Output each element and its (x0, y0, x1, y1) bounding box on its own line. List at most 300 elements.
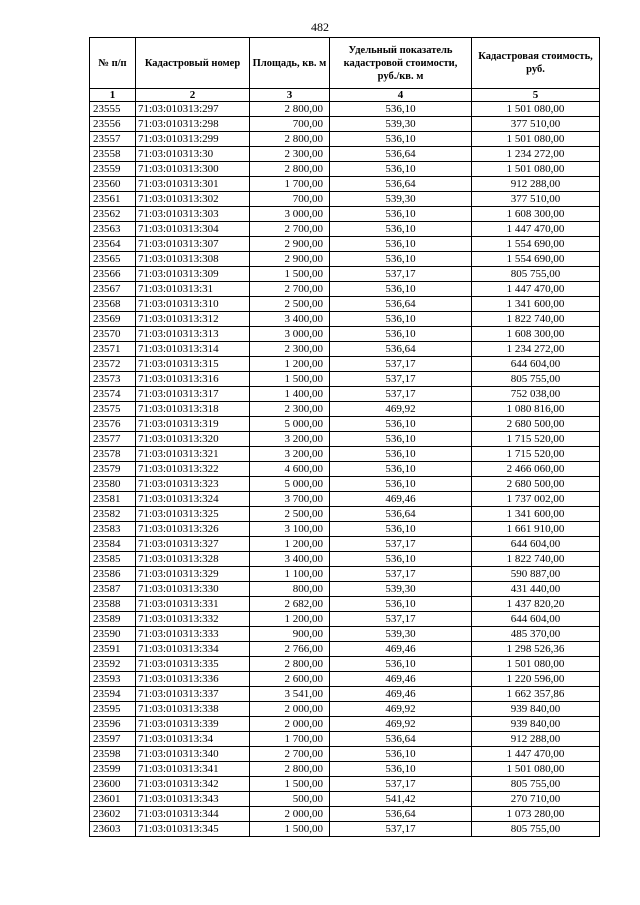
cadastral-value: 752 038,00 (472, 387, 600, 402)
table-row (90, 552, 600, 567)
cadastral-number: 71:03:010313:344 (136, 807, 250, 822)
cadastral-number: 71:03:010313:328 (136, 552, 250, 567)
table-row (90, 567, 600, 582)
unit-value: 536,64 (330, 507, 472, 522)
cadastral-number: 71:03:010313:313 (136, 327, 250, 342)
cadastral-number: 71:03:010313:334 (136, 642, 250, 657)
area: 2 682,00 (250, 597, 330, 612)
cadastral-value: 805 755,00 (472, 267, 600, 282)
unit-value: 536,10 (330, 747, 472, 762)
area: 1 200,00 (250, 537, 330, 552)
cadastral-value: 2 466 060,00 (472, 462, 600, 477)
cadastral-table (89, 37, 600, 837)
table-row (90, 312, 600, 327)
cadastral-value: 1 661 910,00 (472, 522, 600, 537)
area: 1 400,00 (250, 387, 330, 402)
cadastral-value: 1 341 600,00 (472, 297, 600, 312)
unit-value: 469,46 (330, 492, 472, 507)
area: 2 300,00 (250, 402, 330, 417)
unit-value: 536,10 (330, 522, 472, 537)
area: 2 300,00 (250, 147, 330, 162)
row-index: 23598 (90, 747, 136, 762)
area: 800,00 (250, 582, 330, 597)
area: 1 700,00 (250, 732, 330, 747)
cadastral-number: 71:03:010313:298 (136, 117, 250, 132)
column-number: 4 (330, 89, 472, 102)
unit-value: 536,64 (330, 297, 472, 312)
table-row (90, 177, 600, 192)
table-row (90, 792, 600, 807)
unit-value: 536,10 (330, 477, 472, 492)
area: 2 800,00 (250, 657, 330, 672)
cadastral-value: 644 604,00 (472, 612, 600, 627)
cadastral-number: 71:03:010313:321 (136, 447, 250, 462)
table-row (90, 777, 600, 792)
unit-value: 469,92 (330, 717, 472, 732)
row-index: 23593 (90, 672, 136, 687)
unit-value: 536,10 (330, 327, 472, 342)
header-row (90, 38, 600, 89)
cadastral-value: 377 510,00 (472, 192, 600, 207)
unit-value: 539,30 (330, 582, 472, 597)
cadastral-number: 71:03:010313:325 (136, 507, 250, 522)
area: 3 700,00 (250, 492, 330, 507)
cadastral-value: 2 680 500,00 (472, 417, 600, 432)
table-row (90, 372, 600, 387)
unit-value: 536,10 (330, 252, 472, 267)
row-index: 23574 (90, 387, 136, 402)
area: 2 900,00 (250, 252, 330, 267)
cadastral-number: 71:03:010313:336 (136, 672, 250, 687)
unit-value: 537,17 (330, 612, 472, 627)
unit-value: 469,46 (330, 672, 472, 687)
table-row (90, 417, 600, 432)
row-index: 23584 (90, 537, 136, 552)
cadastral-number: 71:03:010313:343 (136, 792, 250, 807)
row-index: 23592 (90, 657, 136, 672)
cadastral-value: 1 447 470,00 (472, 282, 600, 297)
row-index: 23587 (90, 582, 136, 597)
table-row (90, 687, 600, 702)
row-index: 23572 (90, 357, 136, 372)
row-index: 23563 (90, 222, 136, 237)
area: 2 800,00 (250, 102, 330, 117)
unit-value: 536,64 (330, 342, 472, 357)
table-row (90, 507, 600, 522)
cadastral-number: 71:03:010313:339 (136, 717, 250, 732)
cadastral-value: 2 680 500,00 (472, 477, 600, 492)
cadastral-number: 71:03:010313:308 (136, 252, 250, 267)
cadastral-value: 1 234 272,00 (472, 147, 600, 162)
cadastral-number: 71:03:010313:300 (136, 162, 250, 177)
cadastral-number: 71:03:010313:327 (136, 537, 250, 552)
area: 1 100,00 (250, 567, 330, 582)
cadastral-value: 1 715 520,00 (472, 447, 600, 462)
area: 700,00 (250, 117, 330, 132)
table-row (90, 702, 600, 717)
row-index: 23599 (90, 762, 136, 777)
column-number-row (90, 89, 600, 102)
table-row (90, 222, 600, 237)
table-row (90, 162, 600, 177)
column-number: 1 (90, 89, 136, 102)
unit-value: 536,10 (330, 447, 472, 462)
table-row (90, 732, 600, 747)
cadastral-number: 71:03:010313:319 (136, 417, 250, 432)
cadastral-value: 1 447 470,00 (472, 747, 600, 762)
row-index: 23590 (90, 627, 136, 642)
table-row (90, 192, 600, 207)
cadastral-value: 1 501 080,00 (472, 102, 600, 117)
table-row (90, 147, 600, 162)
cadastral-number: 71:03:010313:324 (136, 492, 250, 507)
cadastral-number: 71:03:010313:322 (136, 462, 250, 477)
table-row (90, 822, 600, 837)
unit-value: 536,10 (330, 462, 472, 477)
row-index: 23557 (90, 132, 136, 147)
cadastral-number: 71:03:010313:326 (136, 522, 250, 537)
unit-value: 537,17 (330, 357, 472, 372)
row-index: 23583 (90, 522, 136, 537)
table-row (90, 237, 600, 252)
column-number: 2 (136, 89, 250, 102)
row-index: 23589 (90, 612, 136, 627)
cadastral-number: 71:03:010313:303 (136, 207, 250, 222)
cadastral-value: 1 437 820,20 (472, 597, 600, 612)
cadastral-number: 71:03:010313:329 (136, 567, 250, 582)
row-index: 23561 (90, 192, 136, 207)
row-index: 23580 (90, 477, 136, 492)
cadastral-number: 71:03:010313:301 (136, 177, 250, 192)
area: 2 766,00 (250, 642, 330, 657)
cadastral-number: 71:03:010313:345 (136, 822, 250, 837)
area: 3 200,00 (250, 432, 330, 447)
cadastral-value: 1 715 520,00 (472, 432, 600, 447)
cadastral-value: 485 370,00 (472, 627, 600, 642)
table-row (90, 447, 600, 462)
cadastral-number: 71:03:010313:330 (136, 582, 250, 597)
cadastral-value: 1 608 300,00 (472, 327, 600, 342)
row-index: 23582 (90, 507, 136, 522)
row-index: 23560 (90, 177, 136, 192)
cadastral-number: 71:03:010313:337 (136, 687, 250, 702)
cadastral-value: 644 604,00 (472, 357, 600, 372)
area: 2 000,00 (250, 807, 330, 822)
row-index: 23602 (90, 807, 136, 822)
area: 5 000,00 (250, 417, 330, 432)
row-index: 23569 (90, 312, 136, 327)
cadastral-number: 71:03:010313:341 (136, 762, 250, 777)
row-index: 23559 (90, 162, 136, 177)
table-row (90, 522, 600, 537)
area: 500,00 (250, 792, 330, 807)
table-row (90, 207, 600, 222)
area: 4 600,00 (250, 462, 330, 477)
cadastral-number: 71:03:010313:297 (136, 102, 250, 117)
area: 900,00 (250, 627, 330, 642)
cadastral-number: 71:03:010313:320 (136, 432, 250, 447)
header-cadastral-number: Кадастровый номер (136, 38, 250, 89)
table-row (90, 492, 600, 507)
table-row (90, 342, 600, 357)
table-row (90, 627, 600, 642)
row-index: 23585 (90, 552, 136, 567)
row-index: 23575 (90, 402, 136, 417)
unit-value: 536,10 (330, 432, 472, 447)
table-row (90, 582, 600, 597)
unit-value: 536,10 (330, 282, 472, 297)
cadastral-value: 1 220 596,00 (472, 672, 600, 687)
cadastral-number: 71:03:010313:315 (136, 357, 250, 372)
header-index: № п/п (90, 38, 136, 89)
area: 3 200,00 (250, 447, 330, 462)
unit-value: 536,64 (330, 177, 472, 192)
row-index: 23558 (90, 147, 136, 162)
unit-value: 537,17 (330, 822, 472, 837)
row-index: 23562 (90, 207, 136, 222)
unit-value: 469,92 (330, 702, 472, 717)
cadastral-value: 1 234 272,00 (472, 342, 600, 357)
table-row (90, 327, 600, 342)
unit-value: 536,64 (330, 147, 472, 162)
unit-value: 469,46 (330, 687, 472, 702)
unit-value: 536,10 (330, 552, 472, 567)
cadastral-value: 1 737 002,00 (472, 492, 600, 507)
unit-value: 536,64 (330, 732, 472, 747)
cadastral-number: 71:03:010313:317 (136, 387, 250, 402)
unit-value: 536,10 (330, 207, 472, 222)
unit-value: 536,10 (330, 237, 472, 252)
area: 700,00 (250, 192, 330, 207)
row-index: 23555 (90, 102, 136, 117)
cadastral-value: 912 288,00 (472, 177, 600, 192)
cadastral-value: 431 440,00 (472, 582, 600, 597)
cadastral-number: 71:03:010313:299 (136, 132, 250, 147)
cadastral-number: 71:03:010313:342 (136, 777, 250, 792)
table-body (90, 102, 600, 837)
area: 1 700,00 (250, 177, 330, 192)
cadastral-value: 805 755,00 (472, 372, 600, 387)
row-index: 23578 (90, 447, 136, 462)
cadastral-number: 71:03:010313:335 (136, 657, 250, 672)
unit-value: 537,17 (330, 372, 472, 387)
table-row (90, 117, 600, 132)
unit-value: 537,17 (330, 537, 472, 552)
row-index: 23570 (90, 327, 136, 342)
cadastral-number: 71:03:010313:30 (136, 147, 250, 162)
row-index: 23596 (90, 717, 136, 732)
cadastral-value: 1 080 816,00 (472, 402, 600, 417)
cadastral-value: 1 822 740,00 (472, 312, 600, 327)
cadastral-value: 270 710,00 (472, 792, 600, 807)
area: 2 500,00 (250, 507, 330, 522)
cadastral-number: 71:03:010313:309 (136, 267, 250, 282)
row-index: 23577 (90, 432, 136, 447)
area: 2 000,00 (250, 702, 330, 717)
cadastral-value: 377 510,00 (472, 117, 600, 132)
row-index: 23571 (90, 342, 136, 357)
area: 3 000,00 (250, 327, 330, 342)
cadastral-value: 1 608 300,00 (472, 207, 600, 222)
row-index: 23591 (90, 642, 136, 657)
cadastral-number: 71:03:010313:314 (136, 342, 250, 357)
table-row (90, 297, 600, 312)
row-index: 23576 (90, 417, 136, 432)
row-index: 23567 (90, 282, 136, 297)
unit-value: 536,10 (330, 417, 472, 432)
area: 2 800,00 (250, 762, 330, 777)
area: 2 700,00 (250, 747, 330, 762)
row-index: 23581 (90, 492, 136, 507)
unit-value: 541,42 (330, 792, 472, 807)
area: 2 800,00 (250, 162, 330, 177)
unit-value: 536,10 (330, 162, 472, 177)
table-row (90, 282, 600, 297)
unit-value: 539,30 (330, 627, 472, 642)
unit-value: 469,46 (330, 642, 472, 657)
table-row (90, 462, 600, 477)
unit-value: 537,17 (330, 387, 472, 402)
cadastral-number: 71:03:010313:318 (136, 402, 250, 417)
table-row (90, 672, 600, 687)
cadastral-number: 71:03:010313:31 (136, 282, 250, 297)
unit-value: 536,10 (330, 312, 472, 327)
cadastral-value: 1 501 080,00 (472, 132, 600, 147)
cadastral-value: 1 554 690,00 (472, 237, 600, 252)
area: 2 700,00 (250, 222, 330, 237)
table-row (90, 357, 600, 372)
cadastral-value: 590 887,00 (472, 567, 600, 582)
table-row (90, 657, 600, 672)
table-row (90, 642, 600, 657)
unit-value: 536,10 (330, 132, 472, 147)
area: 1 200,00 (250, 357, 330, 372)
area: 2 700,00 (250, 282, 330, 297)
unit-value: 536,10 (330, 762, 472, 777)
area: 3 400,00 (250, 312, 330, 327)
row-index: 23586 (90, 567, 136, 582)
row-index: 23588 (90, 597, 136, 612)
cadastral-value: 644 604,00 (472, 537, 600, 552)
row-index: 23565 (90, 252, 136, 267)
cadastral-value: 1 447 470,00 (472, 222, 600, 237)
row-index: 23597 (90, 732, 136, 747)
unit-value: 536,10 (330, 222, 472, 237)
table-row (90, 597, 600, 612)
area: 2 800,00 (250, 132, 330, 147)
table-row (90, 402, 600, 417)
cadastral-number: 71:03:010313:340 (136, 747, 250, 762)
row-index: 23601 (90, 792, 136, 807)
cadastral-value: 1 501 080,00 (472, 762, 600, 777)
unit-value: 536,64 (330, 807, 472, 822)
area: 2 300,00 (250, 342, 330, 357)
cadastral-value: 805 755,00 (472, 822, 600, 837)
cadastral-value: 1 501 080,00 (472, 162, 600, 177)
area: 1 500,00 (250, 267, 330, 282)
table-row (90, 477, 600, 492)
header-unit-value: Удельный показатель кадастровой стоимости, руб./кв. м (330, 38, 472, 89)
row-index: 23603 (90, 822, 136, 837)
table-row (90, 252, 600, 267)
cadastral-value: 939 840,00 (472, 717, 600, 732)
column-number: 5 (472, 89, 600, 102)
page-number: 482 (311, 20, 329, 34)
area: 1 500,00 (250, 777, 330, 792)
unit-value: 536,10 (330, 597, 472, 612)
cadastral-number: 71:03:010313:333 (136, 627, 250, 642)
table-row (90, 267, 600, 282)
cadastral-value: 805 755,00 (472, 777, 600, 792)
cadastral-value: 1 501 080,00 (472, 657, 600, 672)
table-row (90, 432, 600, 447)
cadastral-value: 1 073 280,00 (472, 807, 600, 822)
cadastral-value: 1 298 526,36 (472, 642, 600, 657)
area: 1 200,00 (250, 612, 330, 627)
table-row (90, 387, 600, 402)
area: 2 600,00 (250, 672, 330, 687)
area: 3 100,00 (250, 522, 330, 537)
row-index: 23566 (90, 267, 136, 282)
table-row (90, 132, 600, 147)
cadastral-number: 71:03:010313:331 (136, 597, 250, 612)
row-index: 23594 (90, 687, 136, 702)
table-row (90, 807, 600, 822)
area: 3 000,00 (250, 207, 330, 222)
unit-value: 469,92 (330, 402, 472, 417)
cadastral-number: 71:03:010313:307 (136, 237, 250, 252)
row-index: 23579 (90, 462, 136, 477)
cadastral-value: 1 341 600,00 (472, 507, 600, 522)
area: 5 000,00 (250, 477, 330, 492)
unit-value: 537,17 (330, 267, 472, 282)
table-row (90, 762, 600, 777)
unit-value: 537,17 (330, 567, 472, 582)
column-number: 3 (250, 89, 330, 102)
cadastral-number: 71:03:010313:312 (136, 312, 250, 327)
cadastral-number: 71:03:010313:310 (136, 297, 250, 312)
header-cadastral-value: Кадастровая стоимость, руб. (472, 38, 600, 89)
cadastral-value: 1 822 740,00 (472, 552, 600, 567)
table-row (90, 102, 600, 117)
unit-value: 539,30 (330, 117, 472, 132)
row-index: 23564 (90, 237, 136, 252)
cadastral-number: 71:03:010313:323 (136, 477, 250, 492)
cadastral-number: 71:03:010313:316 (136, 372, 250, 387)
row-index: 23600 (90, 777, 136, 792)
unit-value: 537,17 (330, 777, 472, 792)
cadastral-number: 71:03:010313:302 (136, 192, 250, 207)
row-index: 23568 (90, 297, 136, 312)
unit-value: 536,10 (330, 657, 472, 672)
unit-value: 539,30 (330, 192, 472, 207)
cadastral-number: 71:03:010313:332 (136, 612, 250, 627)
table-row (90, 537, 600, 552)
cadastral-number: 71:03:010313:304 (136, 222, 250, 237)
unit-value: 536,10 (330, 102, 472, 117)
row-index: 23556 (90, 117, 136, 132)
area: 1 500,00 (250, 822, 330, 837)
table-row (90, 612, 600, 627)
area: 3 541,00 (250, 687, 330, 702)
area: 3 400,00 (250, 552, 330, 567)
row-index: 23573 (90, 372, 136, 387)
area: 2 500,00 (250, 297, 330, 312)
row-index: 23595 (90, 702, 136, 717)
cadastral-value: 1 662 357,86 (472, 687, 600, 702)
cadastral-value: 939 840,00 (472, 702, 600, 717)
header-area: Площадь, кв. м (250, 38, 330, 89)
